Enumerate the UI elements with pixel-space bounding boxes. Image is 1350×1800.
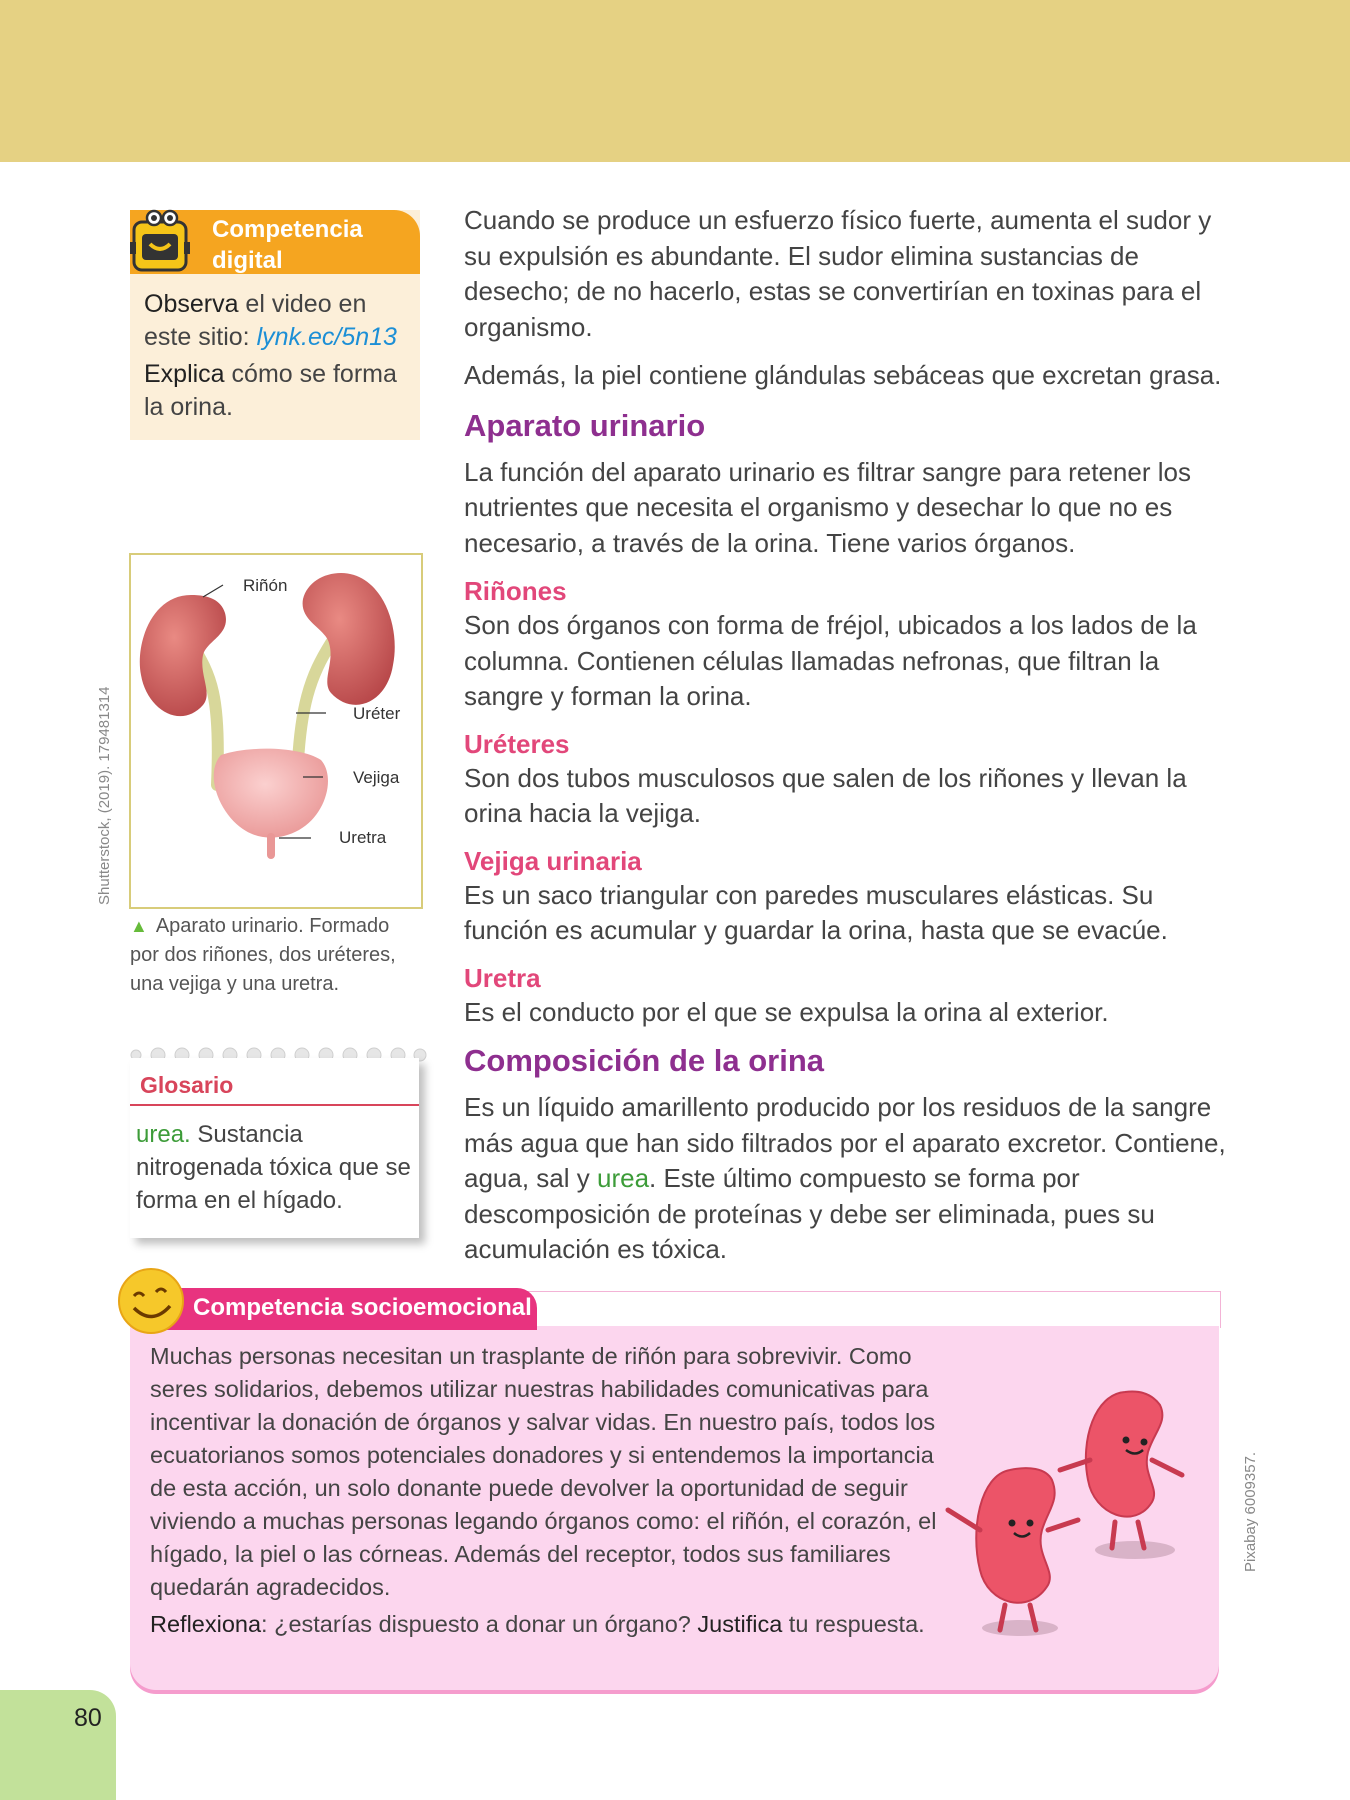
kidneys-heading: Riñones <box>464 576 567 606</box>
page-number: 80 <box>74 1704 102 1732</box>
ureters-heading: Uréteres <box>464 728 570 759</box>
top-band <box>0 0 1350 162</box>
ureters-paragraph: Son dos tubos musculosos que salen de los riñones y llevan la orina hacia la vejiga. <box>464 762 1187 828</box>
socio-paragraph: Muchas personas necesitan un trasplante de riñón para sobrevivir. Como seres solidarios, debemos utilizar nuestras habilidades comunicativas para incentivar la donación de órganos y salvar vidas. En nuestro país, todos los ecuatorianos somos potenciales donadores y si entendemos la importancia de esta acción, un solo donante puede devolver la oportunidad de seguir viviendo a muchas personas legando órganos como: el riñón, el corazón, el hígado, la piel o las córneas. Además del receptor, todos sus familiares quedarán agradecidos. <box>150 1343 937 1600</box>
digital-competence-body: Observa el video en este sitio: lynk.ec/5n13 Explica cómo se forma la orina. <box>144 290 397 421</box>
composition-heading: Composición de la orina <box>464 1043 824 1078</box>
ureter-label: Uréter <box>353 704 401 723</box>
figure-credit: Shutterstock, (2019). 179481314 <box>96 686 113 905</box>
main-text <box>464 203 1244 1281</box>
bladder-paragraph: Es un saco triangular con paredes musculares elásticas. Su función es acumular y guardar la orina, hasta que se evacúe. <box>464 879 1168 945</box>
bladder-heading: Vejiga urinaria <box>464 845 642 876</box>
digital-competence-title: Competencia digital <box>212 216 363 274</box>
socio-title: Competencia socioemocional <box>193 1294 532 1321</box>
urinary-system-figure <box>129 553 423 909</box>
urinary-heading: Aparato urinario <box>464 407 706 443</box>
socio-body <box>150 1340 940 1645</box>
urinary-paragraph: La función del aparato urinario es filtrar sangre para retener los nutrientes que necesita el organismo y desechar lo que no es necesario, a través de la orina. Tiene varios órganos. <box>464 456 1191 558</box>
socio-reflection: Reflexiona: ¿estarías dispuesto a donar un órgano? Justifica tu respuesta. <box>150 1611 925 1637</box>
urethra-label: Uretra <box>339 828 387 847</box>
kidney-characters-illustration <box>930 1380 1200 1640</box>
glossary-title: Glosario <box>140 1072 234 1098</box>
socio-image-credit: Pixabay 6009357. <box>1242 1451 1259 1572</box>
intro-paragraph-2: Además, la piel contiene glándulas sebáceas que excretan grasa. <box>464 360 1222 390</box>
urethra-heading: Uretra <box>464 962 541 993</box>
triangle-icon: ▲ <box>130 916 148 936</box>
glossary-body: urea. Sustancia nitrogenada tóxica que se forma en el hígado. <box>136 1121 411 1214</box>
bladder-label: Vejiga <box>353 768 400 787</box>
urethra-paragraph: Es el conducto por el que se expulsa la orina al exterior. <box>464 996 1109 1027</box>
intro-paragraph-1: Cuando se produce un esfuerzo físico fuerte, aumenta el sudor y su expulsión es abundante. El sudor elimina sustancias de desecho; de no hacerlo, estas se convertirían en toxinas para el organismo. <box>464 205 1212 342</box>
digital-competence-box <box>130 210 420 440</box>
video-link[interactable]: lynk.ec/5n13 <box>256 323 397 351</box>
glossary-box <box>130 1058 419 1238</box>
glossary-divider <box>130 1104 419 1106</box>
kidney-label: Riñón <box>243 576 288 595</box>
smiley-icon <box>116 1266 186 1336</box>
kidneys-paragraph: Son dos órganos con forma de fréjol, ubicados a los lados de la columna. Contienen células llamadas nefronas, que filtran la sangre y forman la orina. <box>464 610 1197 711</box>
figure-caption: ▲ Aparato urinario. Formado por dos riñones, dos uréteres, una vejiga y una uretra. <box>130 915 396 995</box>
composition-paragraph: Es un líquido amarillento producido por los residuos de la sangre más agua que han sido filtrados por el aparato excretor. Contiene, agua, sal y urea. Este último compuesto se forma por descomposición de proteínas y debe ser eliminada, pues su acumulación es tóxica. <box>464 1092 1226 1264</box>
robot-icon <box>126 206 198 278</box>
urea-term: urea <box>596 1163 650 1193</box>
urinary-system-illustration <box>131 555 421 907</box>
